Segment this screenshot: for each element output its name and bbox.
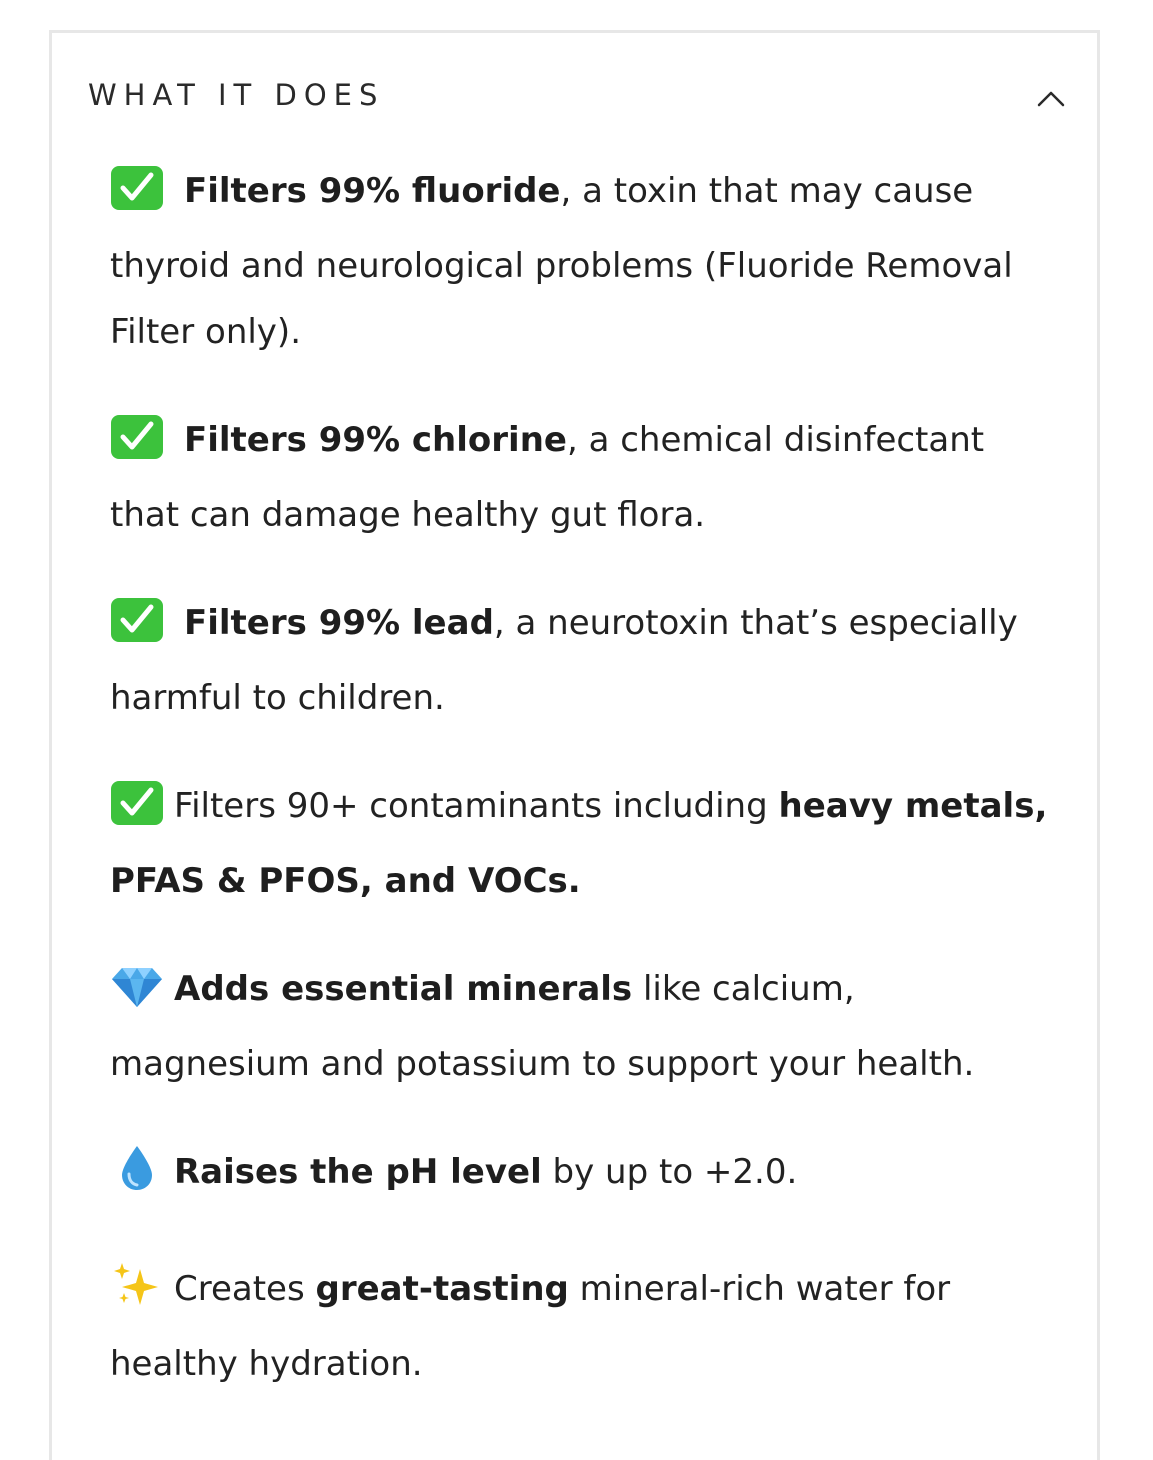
item-bold-text: Filters 99% chlorine [184, 420, 567, 460]
sparkles-icon [110, 1261, 164, 1331]
item-text: , a neurotoxin that’s especially harmful to children. [110, 603, 1018, 718]
list-item [110, 158, 1050, 365]
gem-icon [110, 965, 164, 1031]
accordion-content [110, 158, 1050, 1439]
item-bold-text: great-tasting [315, 1269, 569, 1309]
item-text: , a chemical disinfectant that can damage healthy gut flora. [110, 420, 985, 535]
list-item [110, 1256, 1050, 1397]
item-bold-text: heavy metals, PFAS & PFOS, and VOCs. [110, 786, 1048, 901]
item-text: Creates [174, 1269, 316, 1309]
accordion-title: WHAT IT DOES [88, 78, 385, 112]
check-mark-icon [110, 780, 164, 848]
item-text: mineral-rich water for healthy hydration. [110, 1269, 951, 1384]
item-text: , a toxin that may cause thyroid and neurological problems (Fluoride Removal Filter only). [110, 171, 1013, 352]
item-text: Filters 90+ contaminants including [174, 786, 779, 826]
item-text: like calcium, magnesium and potassium to support your health. [110, 969, 975, 1084]
item-bold-text: Raises the pH level [174, 1152, 542, 1192]
droplet-icon [110, 1144, 164, 1214]
item-bold-text: Filters 99% lead [184, 603, 494, 643]
chevron-up-icon[interactable] [1031, 77, 1071, 117]
accordion-header[interactable] [52, 33, 1097, 158]
check-mark-icon [110, 597, 164, 665]
list-item [110, 1139, 1050, 1214]
check-mark-icon [110, 165, 164, 233]
check-mark-icon [110, 414, 164, 482]
item-text: by up to +2.0. [541, 1152, 798, 1192]
item-bold-text: Adds essential minerals [174, 969, 633, 1009]
list-item [110, 956, 1050, 1097]
what-it-does-accordion [49, 30, 1100, 1460]
list-item [110, 773, 1050, 914]
list-item [110, 407, 1050, 548]
list-item [110, 590, 1050, 731]
item-bold-text: Filters 99% fluoride [184, 171, 561, 211]
